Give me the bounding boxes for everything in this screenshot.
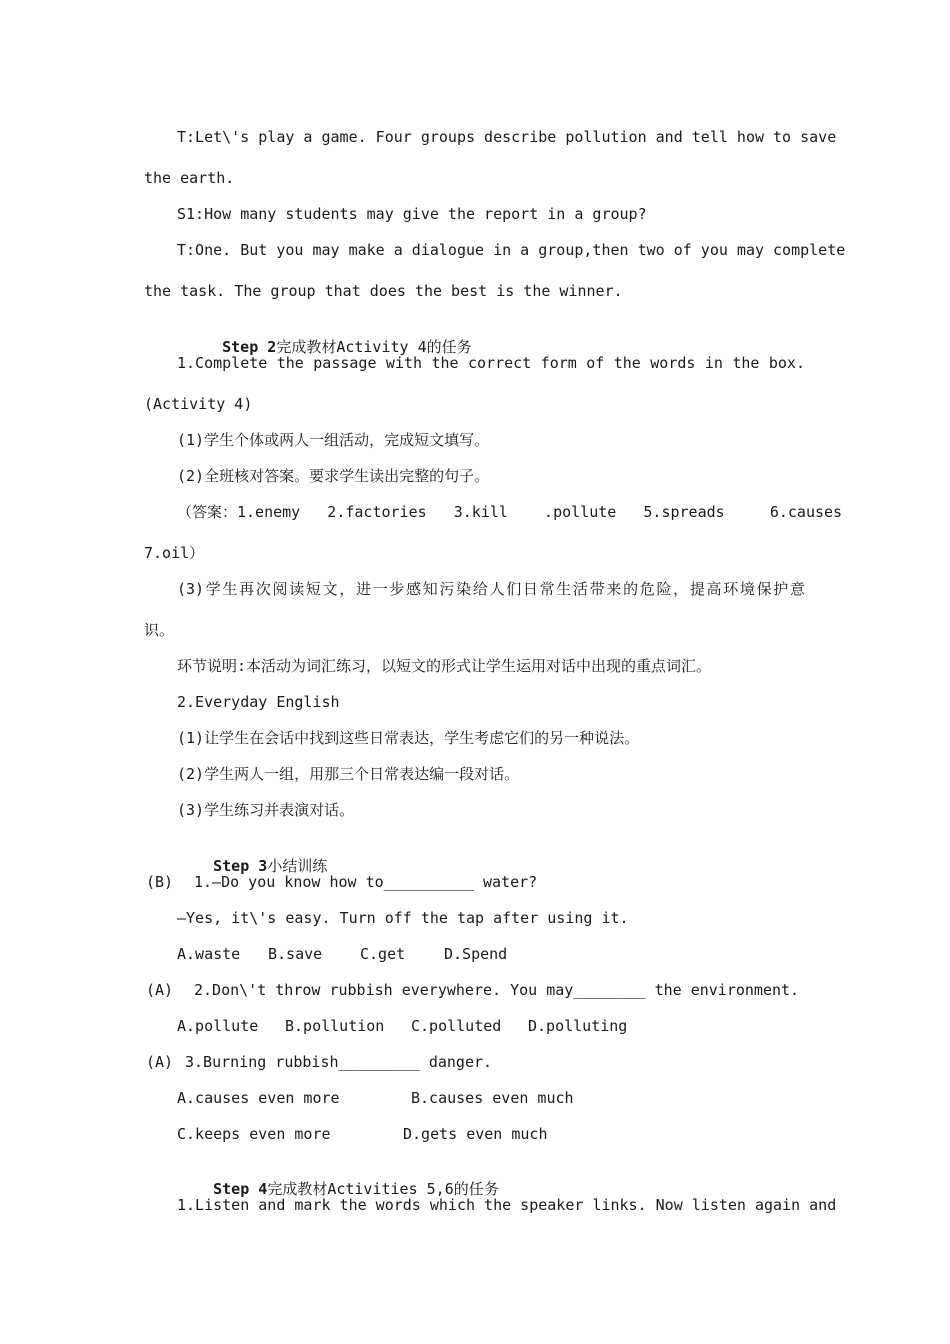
dialogue-line: T:One. But you may make a dialogue in a group,then two of you may complete: [177, 241, 846, 259]
dialogue-line: the task. The group that does the best is the winner.: [144, 282, 623, 300]
question-answer: (A): [146, 1053, 174, 1071]
question-text: 1.—Do you know how to__________ water?: [194, 873, 538, 891]
option: A.pollute: [177, 1017, 259, 1035]
sub-item: (1)学生个体或两人一组活动，完成短文填写。: [177, 431, 490, 449]
sub-item: (3)学生练习并表演对话。: [177, 801, 355, 819]
sub-item: (2)学生两人一组，用那三个日常表达编一段对话。: [177, 765, 520, 783]
step-item: (Activity 4): [144, 395, 253, 413]
option: A.waste: [177, 945, 241, 963]
section-note: 环节说明:本活动为词汇练习，以短文的形式让学生运用对话中出现的重点词汇。: [177, 657, 712, 675]
question-answer: (B): [146, 873, 174, 891]
step-label: Step 2: [222, 338, 277, 356]
sub-item: (3)学生再次阅读短文，进一步感知污染给人们日常生活带来的危险，提高环境保护意: [177, 580, 805, 598]
option: C.get: [360, 945, 406, 963]
answer-key: 7.oil）: [144, 544, 205, 562]
dialogue-line: S1:How many students may give the report in a group?: [177, 205, 647, 223]
step-label: Step 4: [213, 1180, 268, 1198]
option: D.gets even much: [403, 1125, 548, 1143]
step-title: 完成教材Activity 4的任务: [276, 338, 472, 356]
option: D.polluting: [528, 1017, 628, 1035]
question-text: 2.Don\'t throw rubbish everywhere. You may________ the environment.: [194, 981, 800, 999]
dialogue-line: T:Let\'s play a game. Four groups describe pollution and tell how to save: [177, 128, 837, 146]
step-label: Step 3: [213, 857, 268, 875]
option: B.causes even much: [411, 1089, 574, 1107]
answer-key: （答案：1.enemy 2.factories 3.kill .pollute 5.spreads 6.causes: [177, 503, 843, 521]
option: C.keeps even more: [177, 1125, 331, 1143]
option: D.Spend: [444, 945, 508, 963]
step-item: 2.Everyday English: [177, 693, 340, 711]
step-title: 小结训练: [267, 857, 328, 875]
sub-item: (2)全班核对答案。要求学生读出完整的句子。: [177, 467, 490, 485]
option: B.pollution: [285, 1017, 385, 1035]
sub-item: 识。: [144, 621, 175, 639]
option: A.causes even more: [177, 1089, 340, 1107]
dialogue-line: the earth.: [144, 169, 235, 187]
question-text: 3.Burning rubbish_________ danger.: [185, 1053, 493, 1071]
sub-item: (1)让学生在会话中找到这些日常表达，学生考虑它们的另一种说法。: [177, 729, 640, 747]
step-item: 1.Listen and mark the words which the speaker links. Now listen again and: [177, 1196, 837, 1214]
option: C.polluted: [411, 1017, 502, 1035]
step-title: 完成教材Activities 5,6的任务: [267, 1180, 499, 1198]
question-answer: (A): [146, 981, 174, 999]
option: B.save: [268, 945, 323, 963]
question-text: —Yes, it\'s easy. Turn off the tap after using it.: [177, 909, 629, 927]
step-item: 1.Complete the passage with the correct form of the words in the box.: [177, 354, 805, 372]
